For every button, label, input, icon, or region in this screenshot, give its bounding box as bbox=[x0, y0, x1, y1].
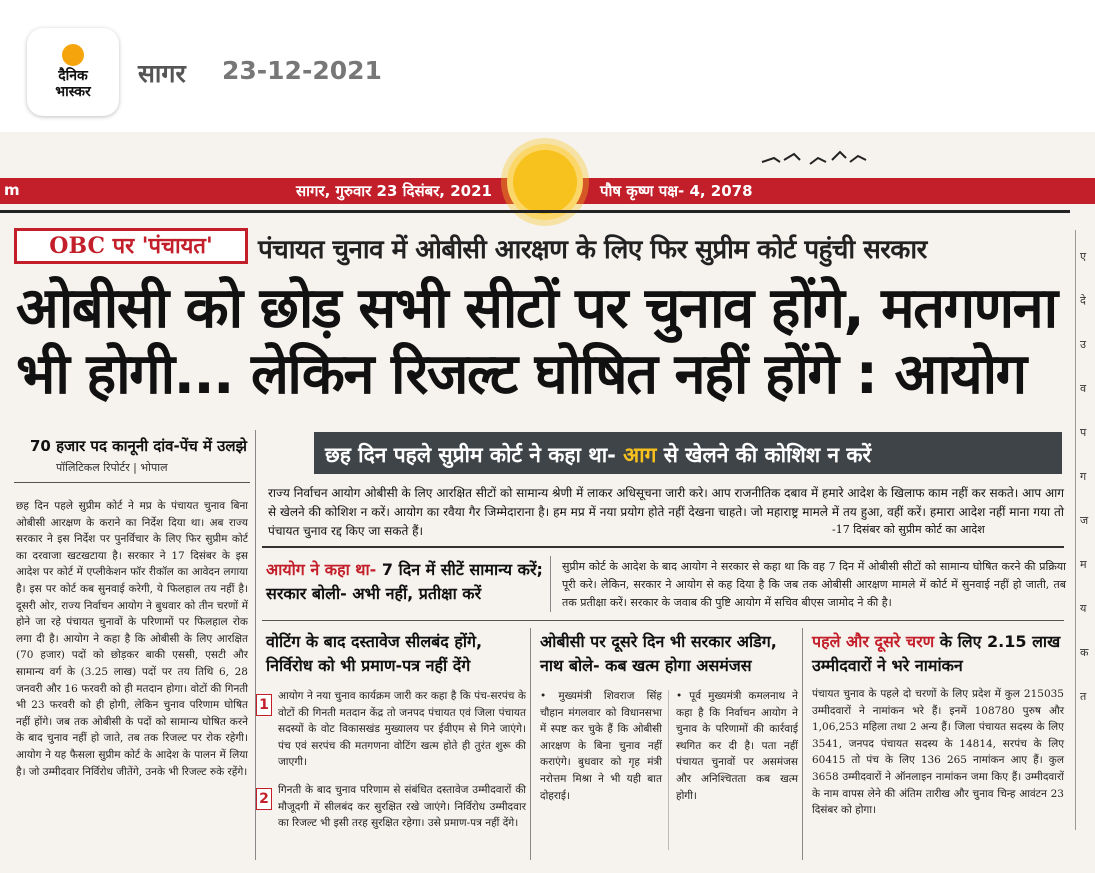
col1-point-1: आयोग ने नया चुनाव कार्यक्रम जारी कर कहा है कि पंच-सरपंच के वोटों की गिनती मतदान केंद्र तो जनपद पंचायत एवं जिला पंचायत सदस्यों के वोट विकासखंड मुख्यालय पर ईवीएम से गिने जाएंगे। पंच एवं सरपंच की मतगणना वोटिंग खत्म होते ही तुरंत शुरू की जाएगी। bbox=[278, 690, 526, 769]
adjacent-column-char: म bbox=[1080, 558, 1087, 571]
commission-headline bbox=[266, 558, 546, 606]
col2-right-body: • पूर्व मुख्यमंत्री कमलनाथ ने कहा है कि निर्वाचन आयोग ने चुनाव के परिणामों की कार्रवाई स्थगित कर दी है। पता नहीं पंचायत चुनावों पर असमंजस और अनिश्चितता कब खत्म होगी। bbox=[676, 690, 798, 802]
column-divider bbox=[802, 628, 803, 860]
left-column-subhead: 70 हजार पद कानूनी दांव-पेंच में उलझे bbox=[30, 437, 247, 455]
masthead-date-line: सागर, गुरुवार 23 दिसंबर, 2021 bbox=[296, 182, 492, 200]
main-headline: ओबीसी को छोड़ सभी सीटों पर चुनाव होंगे, मतगणना भी होगी... लेकिन रिजल्ट घोषित नहीं होंगे : आयोग bbox=[16, 276, 1057, 407]
divider bbox=[0, 210, 1070, 213]
birds-illustration bbox=[760, 148, 870, 168]
kicker-tag: OBC पर 'पंचायत' bbox=[14, 228, 248, 264]
kicker-text: पंचायत चुनाव में ओबीसी आरक्षण के लिए फिर सुप्रीम कोर्ट पहुंची सरकार bbox=[258, 235, 927, 265]
masthead-panchang: पौष कृष्ण पक्ष- 4, 2078 bbox=[600, 182, 753, 200]
supreme-court-attribution: -17 दिसंबर को सुप्रीम कोर्ट का आदेश bbox=[832, 523, 985, 536]
sun-logo-icon bbox=[62, 44, 84, 66]
column-divider bbox=[668, 690, 669, 850]
column-divider bbox=[550, 556, 551, 612]
adjacent-column-char: य bbox=[1080, 602, 1087, 615]
quote-highlight: आग bbox=[623, 443, 657, 467]
byline: पॉलिटिकल रिपोर्टर | भोपाल bbox=[56, 461, 168, 474]
dainik-bhaskar-logo[interactable] bbox=[27, 28, 119, 116]
divider bbox=[262, 546, 1064, 548]
point-number-1: 1 bbox=[256, 694, 272, 716]
point-number-2: 2 bbox=[256, 788, 272, 810]
commission-headline-rest: 7 दिन में सीटें सामान्य करें; सरकार बोली- अभी नहीं, प्रतीक्षा करें bbox=[266, 560, 543, 603]
col1-headline: वोटिंग के बाद दस्तावेज सीलबंद होंगे, निर्विरोध को भी प्रमाण-पत्र नहीं देंगे bbox=[266, 632, 483, 675]
commission-body: सुप्रीम कोर्ट के आदेश के बाद आयोग ने सरकार से कहा था कि वह 7 दिन में ओबीसी सीटों को सामान्य घोषित करने की प्रक्रिया पूरी करे। लेकिन, सरकार ने आयोग से कह दिया है कि जब तक ओबीसी आरक्षण मामले में कोर्ट में सुनवाई नहीं हो जाती, तब तक प्रतीक्षा करें। सरकार के जवाब की पुष्टि आयोग में सचिव बीएस जामोद ने की है। bbox=[562, 560, 1066, 609]
left-column-body: छह दिन पहले सुप्रीम कोर्ट ने मप्र के पंचायत चुनाव बिना ओबीसी आरक्षण के कराने का निर्देश दिया था। अब राज्य सरकार ने इस निर्देश पर पुनर्विचार के लिए फिर सुप्रीम कोर्ट का दरवाजा खटखटाया है। सरकार ने 17 दिसंबर के इस आदेश पर कोर्ट में एप्लीकेशन फॉर रीकॉल का आवेदन लगाया है। इस पर कोर्ट कब सुनवाई करेगी, ये फिलहाल तय नहीं है। दूसरी ओर, राज्य निर्वाचन आयोग ने बुधवार को तीन चरणों में होने जा रहे पंचायत चुनावों के परिणामों पर फिलहाल रोक लगा दी है। आयोग ने कहा है कि ओबीसी के लिए आरक्षित (70 हजार) पदों को छोड़कर बाकी एससी, एसटी और सामान्य वर्ग के (3.25 लाख) पदों पर तय तिथि 6, 28 जनवरी और 16 फरवरी को ही मतदान होगा। वोटों की गिनती भी 23 फरवरी को ही होगी, लेकिन चुनाव परिणाम घोषित नहीं होंगे। जब तक ओबीसी के पदों को सामान्य घोषित करने के बाद चुनाव नहीं हो जाते, तब तक रिजल्ट पर रोक रहेगी। आयोग ने यह फैसला सुप्रीम कोर्ट के आदेश के पालन में लिया है। जो उम्मीदवार निर्विरोध जीतेंगे, उनके भी रिजल्ट रुके रहेंगे। bbox=[16, 500, 248, 778]
adjacent-column-char: त bbox=[1080, 690, 1087, 703]
column-divider bbox=[530, 628, 531, 860]
commission-headline-red: आयोग ने कहा था- bbox=[266, 560, 377, 579]
page-header bbox=[0, 0, 1095, 132]
adjacent-column-char: ए bbox=[1080, 250, 1087, 263]
adjacent-column-char: क bbox=[1080, 646, 1089, 659]
adjacent-column-char: प bbox=[1080, 426, 1087, 439]
adjacent-column-char: उ bbox=[1080, 338, 1087, 351]
supreme-court-quote-body: राज्य निर्वाचन आयोग ओबीसी के लिए आरक्षित सीटों को सामान्य श्रेणी में लाकर अधिसूचना जारी करे। आप राजनीतिक दबाव में हमारे आदेश के खिलाफ काम नहीं कर सकते। आप आग से खेलने की कोशिश न करें। आयोग का रवैया गैर जिम्मेदाराना है। हम मप्र में नया प्रयोग होते नहीं देखना चाहते। जो महाराष्ट्र मामले में तय हुआ, वहीं करें। हमारा आदेश नहीं माना गया तो पंचायत चुनाव रद्द किए जा सकते हैं। bbox=[268, 486, 1064, 538]
col3-body: पंचायत चुनाव के पहले दो चरणों के लिए प्रदेश में कुल 215035 उम्मीदवारों ने नामांकन भरे हैं। इनमें 108780 पुरुष और 1,06,253 महिला तथा 2 अन्य हैं। जिला पंचायत सदस्य के लिए 3541, जनपद पंचायत सदस्य के 14814, सरपंच के लिए 60415 तो पंच के लिए 136 265 नामांकन आए हैं। कुल 3658 उम्मीदवारों ने ऑनलाइन नामांकन जमा किए हैं। उम्मीदवारों के नाम वापस लेने की अंतिम तारीख और चुनाव चिन्ह आवंटन 23 दिसंबर को होगा। bbox=[812, 688, 1064, 817]
masthead-sun-icon bbox=[513, 150, 577, 214]
adjacent-column-char: ज bbox=[1080, 514, 1089, 527]
supreme-court-quote-heading bbox=[325, 441, 871, 469]
edition-date: 23-12-2021 bbox=[222, 56, 382, 85]
logo-line-1: दैनिक bbox=[58, 68, 88, 84]
adjacent-column-char: व bbox=[1080, 382, 1087, 395]
col3-headline bbox=[812, 630, 1064, 678]
quote-prefix: छह दिन पहले सुप्रीम कोर्ट ने कहा था- bbox=[325, 443, 616, 467]
adjacent-column-fragment bbox=[1075, 230, 1095, 830]
col3-headline-rest: के लिए 2.15 लाख उम्मीदवारों ने भरे नामांकन bbox=[812, 632, 1061, 675]
col2-headline: ओबीसी पर दूसरे दिन भी सरकार अडिग, नाथ बोले- कब खत्म होगा असमंजस bbox=[540, 632, 777, 675]
adjacent-column-char: ग bbox=[1080, 470, 1087, 483]
edition-city: सागर bbox=[138, 59, 186, 88]
col2-left-body: • मुख्यमंत्री शिवराज सिंह चौहान मंगलवार को विधानसभा में स्पष्ट कर चुके हैं कि ओबीसी आरक्षण के बिना चुनाव नहीं कराएंगे। बुधवार को गृह मंत्री नरोत्तम मिश्रा ने भी यही बात दोहराई। bbox=[540, 690, 662, 802]
col3-headline-red: पहले और दूसरे चरण bbox=[812, 632, 935, 651]
adjacent-column-char: दे bbox=[1080, 294, 1086, 307]
divider bbox=[14, 482, 250, 483]
col1-point-2: गिनती के बाद चुनाव परिणाम से संबंधित दस्तावेज उम्मीदवारों की मौजूदगी में सीलबंद कर सुरक्षित रखे जाएंगे। निर्विरोध उम्मीदवार का रिजल्ट भी इसी तरह सुरक्षित रहेगा। उसे प्रमाण-पत्र नहीं देंगे। bbox=[278, 784, 526, 830]
logo-line-2: भास्कर bbox=[55, 84, 91, 100]
masthead-left-fragment: m bbox=[4, 181, 20, 199]
quote-suffix: से खेलने की कोशिश न करें bbox=[663, 443, 872, 467]
divider bbox=[262, 620, 1064, 621]
